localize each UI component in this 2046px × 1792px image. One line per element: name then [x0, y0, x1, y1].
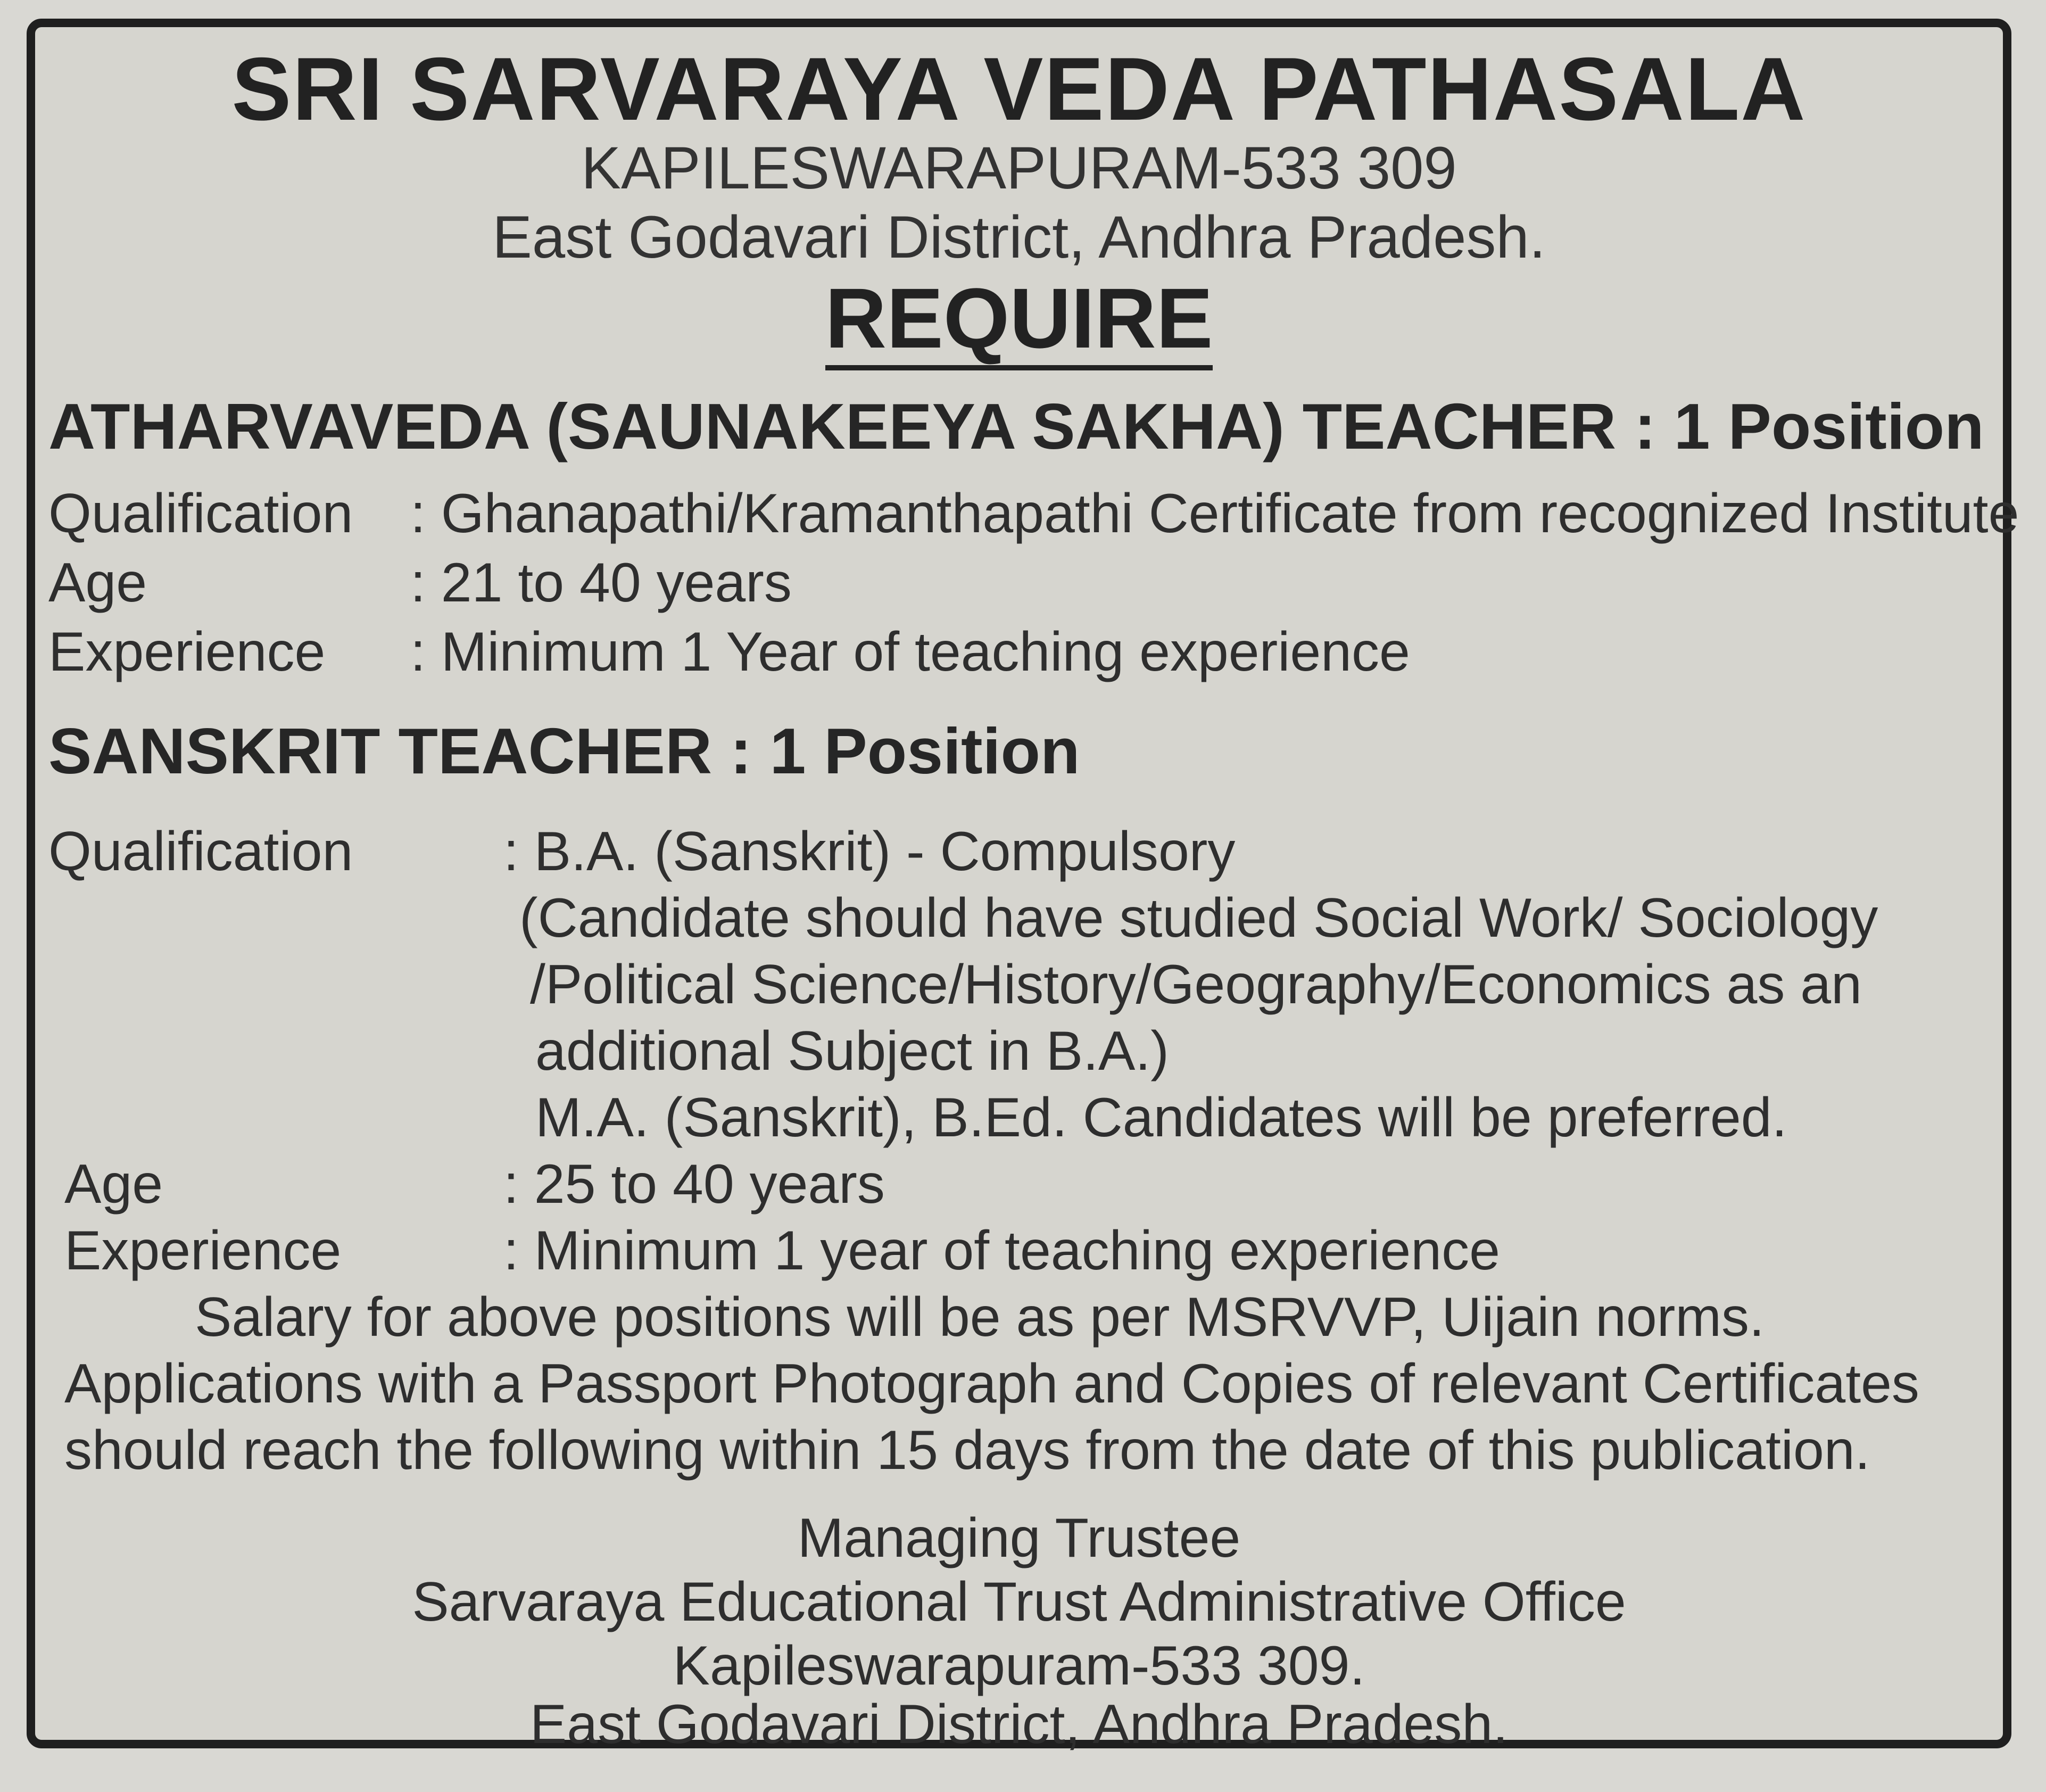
applications-note-line-1: Applications with a Passport Photograph and Copies of relevant Certificates	[64, 1353, 1919, 1415]
qualification-value: : Ghanapathi/Kramanthapathi Certificate from recognized Institute	[410, 483, 2019, 544]
require-text: REQUIRE	[825, 274, 1213, 370]
age-value: : 21 to 40 years	[410, 552, 792, 614]
age-label: Age	[48, 552, 147, 614]
footer-line-3: Kapileswarapuram-533 309.	[673, 1635, 1365, 1697]
position2-age-label: Age	[64, 1153, 163, 1215]
footer-line-1: Managing Trustee	[797, 1507, 1241, 1569]
position2-experience-label: Experience	[64, 1220, 342, 1282]
qualification-label: Qualification	[48, 483, 353, 544]
position1-experience-row	[48, 621, 1991, 684]
position2-qualification-line-1: : B.A. (Sanskrit) - Compulsory	[503, 821, 1236, 882]
applications-note-line-2: should reach the following within 15 days from the date of this publication.	[64, 1419, 1870, 1481]
position2-qualification-line-5: M.A. (Sanskrit), B.Ed. Candidates will be preferred.	[535, 1087, 1787, 1149]
position2-qualification-line-4: additional Subject in B.A.)	[535, 1020, 1169, 1082]
position1-heading: ATHARVAVEDA (SAUNAKEEYA SAKHA) TEACHER : 1 Position	[48, 390, 1984, 463]
position2-experience-value: : Minimum 1 year of teaching experience	[503, 1220, 1500, 1282]
footer-line-4: East Godavari District, Andhra Pradesh.	[529, 1694, 1509, 1755]
position2-heading: SANSKRIT TEACHER : 1 Position	[48, 715, 1080, 787]
position2-age-value: : 25 to 40 years	[503, 1153, 885, 1215]
address-line-2: East Godavari District, Andhra Pradesh.	[492, 204, 1546, 270]
footer-line-2: Sarvaraya Educational Trust Administrative Office	[412, 1571, 1626, 1633]
position2-qualification-line-2: (Candidate should have studied Social Work/ Sociology	[519, 887, 1878, 949]
experience-value: : Minimum 1 Year of teaching experience	[410, 621, 1410, 683]
require-heading	[35, 269, 2003, 370]
salary-note: Salary for above positions will be as per MSRVVP, Uijain norms.	[195, 1286, 1765, 1348]
page-title: SRI SARVARAYA VEDA PATHASALA	[231, 39, 1807, 139]
position1-age-row	[48, 551, 1991, 615]
advertisement-frame	[27, 19, 2019, 1755]
position2-qualification-line-3: /Political Science/History/Geography/Economics as an	[530, 954, 1862, 1015]
position1-qualification-row	[48, 482, 2019, 546]
position2-qualification-label: Qualification	[48, 821, 353, 882]
experience-label: Experience	[48, 621, 326, 683]
address-line-1: KAPILESWARAPURAM-533 309	[581, 135, 1457, 201]
